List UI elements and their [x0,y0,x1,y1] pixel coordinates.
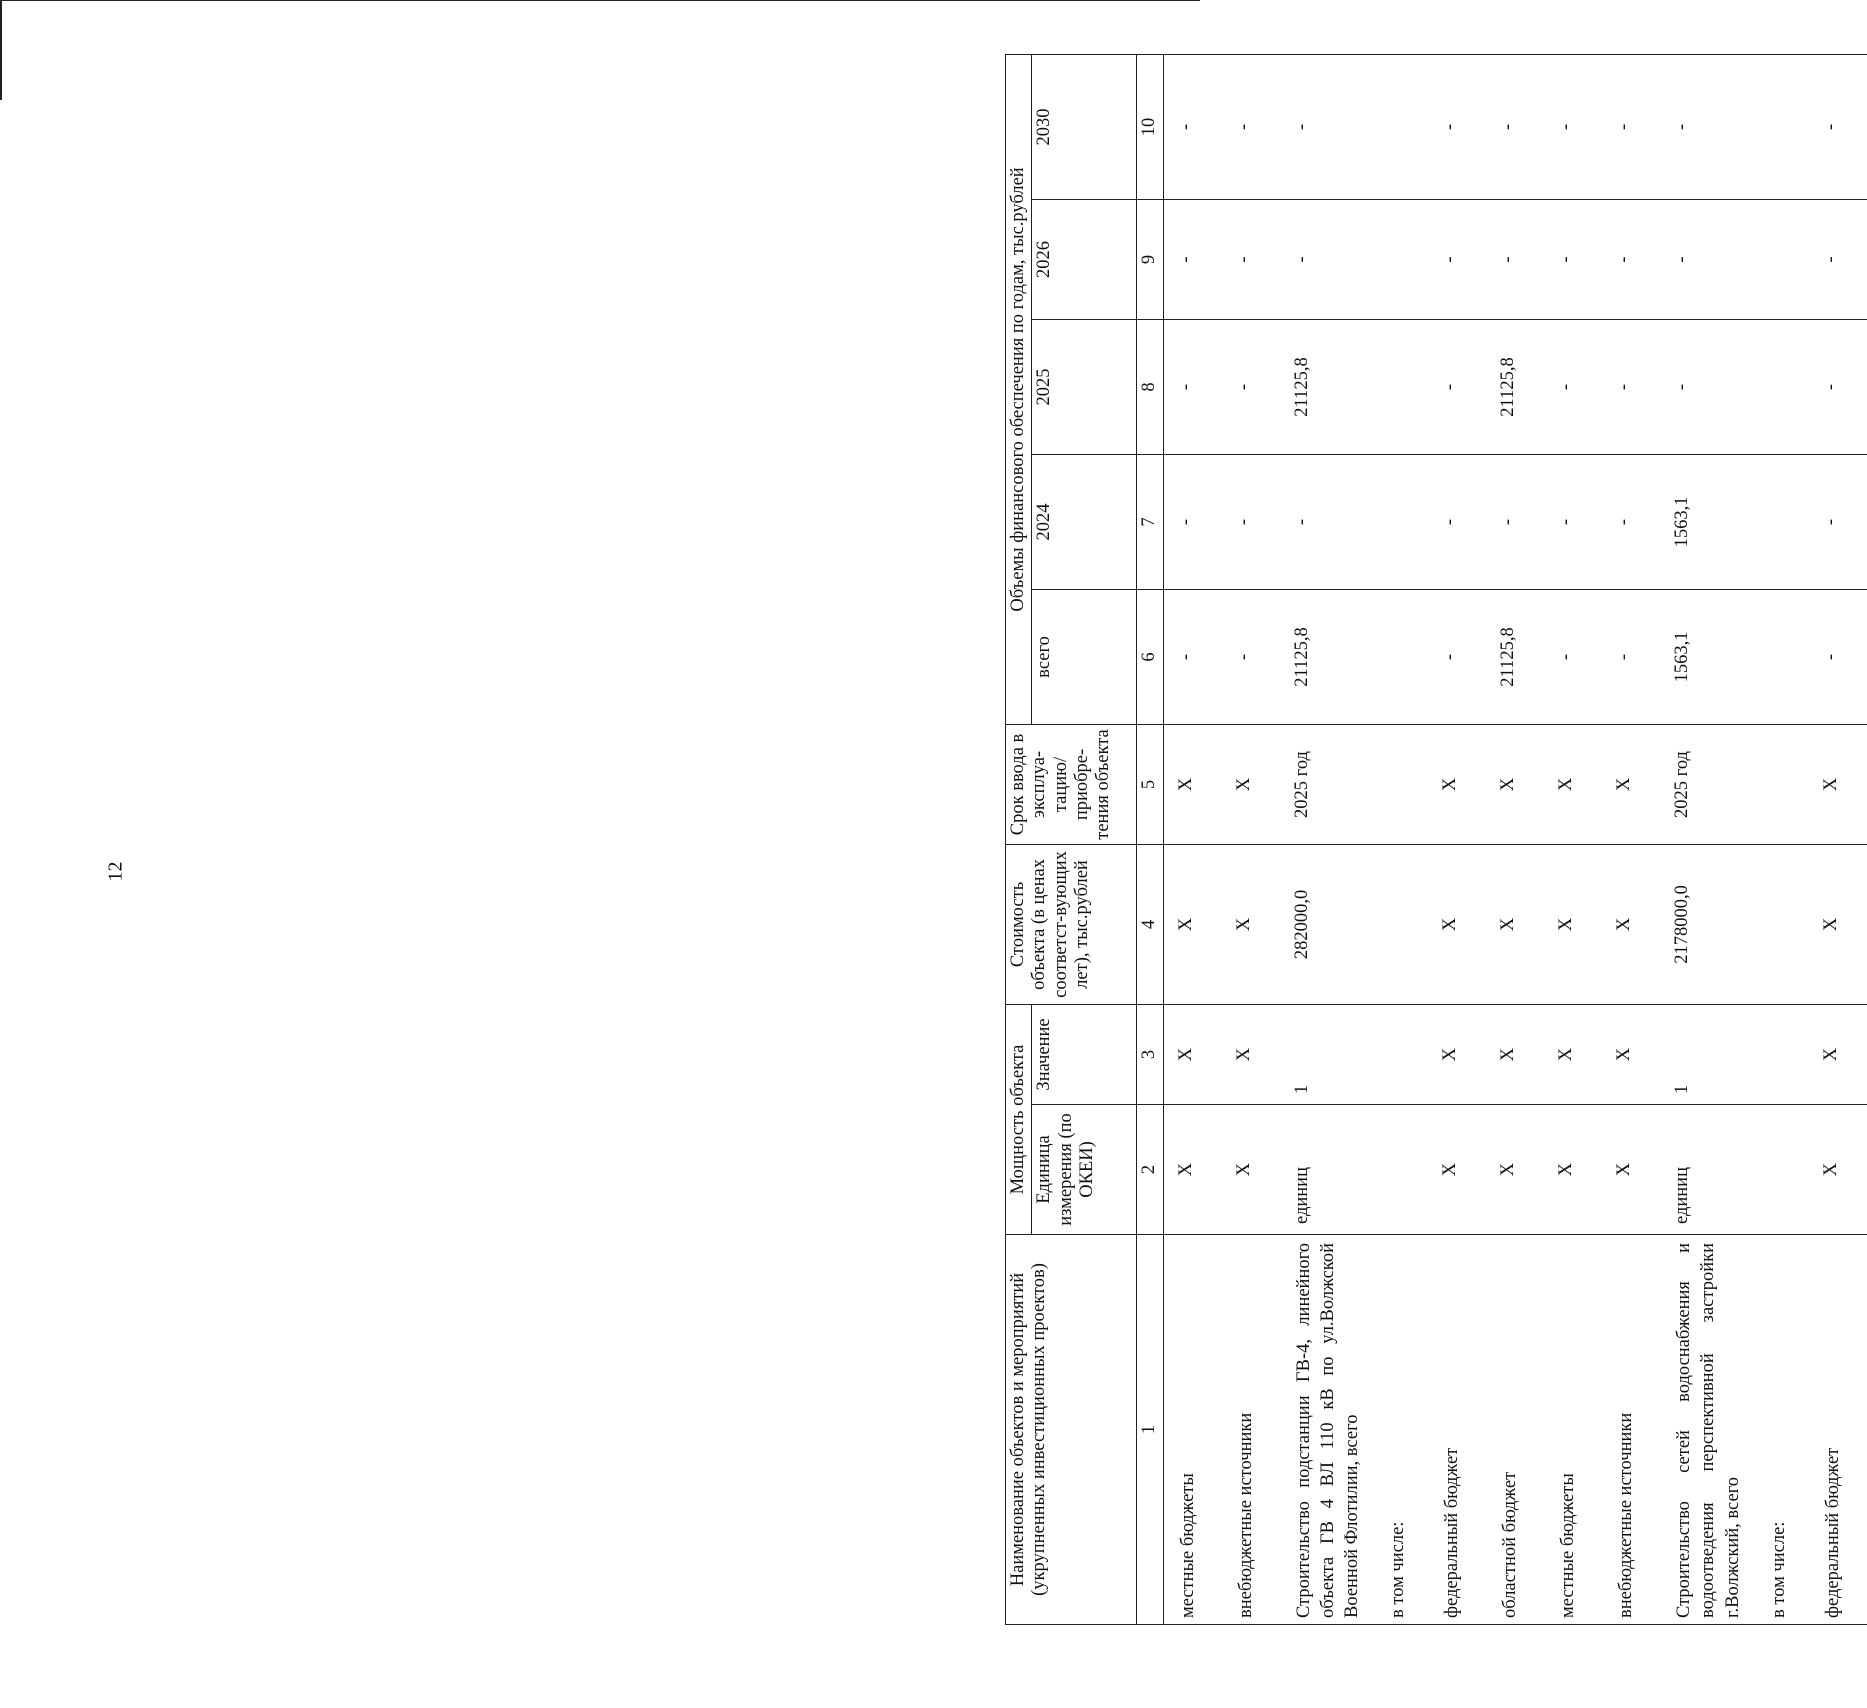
cell-2024: - [1428,454,1486,589]
cell-cost: Х [1486,844,1544,1004]
cell-2026: - [1809,199,1867,319]
cell-value: 1 [1280,1004,1374,1104]
header-capacity-value: Значение [1032,1004,1137,1104]
cell-2026: - [1660,199,1754,319]
rotated-table-container [1005,55,1845,1625]
cell-2025: - [1660,319,1754,454]
cell-cost: 282000,0 [1280,844,1374,1004]
page-edge-top [0,0,1200,1]
table-row [1755,54,1809,1624]
table-row [1374,54,1428,1624]
cell-term: Х [1486,724,1544,844]
cell-term: Х [1809,724,1867,844]
page-edge-left [0,0,2,100]
cell-2030: - [1544,54,1602,199]
cell-term: 2025 год [1280,724,1374,844]
cell-2030: - [1428,54,1486,199]
row-name: областной бюджет [1486,1235,1544,1625]
cell-total: - [1809,589,1867,724]
table-row [1222,54,1280,1624]
column-number: 7 [1137,454,1164,589]
cell-total: 21125,8 [1280,589,1374,724]
cell-term: Х [1602,724,1660,844]
empty-cell [1755,319,1809,454]
cell-2025: 21125,8 [1280,319,1374,454]
cell-2025: - [1809,319,1867,454]
column-number: 10 [1137,54,1164,199]
cell-2024: - [1544,454,1602,589]
row-name: в том числе: [1755,1235,1809,1625]
cell-cost: Х [1428,844,1486,1004]
row-name: внебюджетные источники [1222,1235,1280,1625]
table-row [1164,54,1223,1624]
row-name: федеральный бюджет [1428,1235,1486,1625]
cell-cost: 2178000,0 [1660,844,1754,1004]
empty-cell [1755,724,1809,844]
cell-2030: - [1164,54,1223,199]
cell-unit: Х [1428,1105,1486,1235]
cell-term: Х [1428,724,1486,844]
cell-total: - [1544,589,1602,724]
cell-value: Х [1164,1004,1223,1104]
row-name: местные бюджеты [1164,1235,1223,1625]
empty-cell [1374,589,1428,724]
cell-value: Х [1544,1004,1602,1104]
cell-cost: Х [1222,844,1280,1004]
empty-cell [1374,724,1428,844]
page-number: 12 [104,861,127,882]
cell-total: - [1222,589,1280,724]
row-name: Строительство подстанции ГВ-4, линейного объекта ГВ 4 ВЛ 110 кВ по ул.Волжской Военной Флотилии, всего [1280,1235,1374,1625]
table-row [1602,54,1660,1624]
header-total: всего [1032,589,1137,724]
header-capacity-unit: Единица измерения (по ОКЕИ) [1032,1105,1137,1235]
cell-2025: - [1222,319,1280,454]
cell-2026: - [1544,199,1602,319]
cell-term: Х [1544,724,1602,844]
table-row [1809,54,1867,1624]
cell-term: Х [1222,724,1280,844]
cell-cost: Х [1544,844,1602,1004]
empty-cell [1374,199,1428,319]
cell-total: 21125,8 [1486,589,1544,724]
header-year-2026: 2026 [1032,199,1137,319]
header-term: Срок ввода в эксплуа-тацию/ приобре-тения объекта [1006,724,1137,844]
table-row [1280,54,1374,1624]
empty-cell [1374,454,1428,589]
header-name: Наименование объектов и мероприятий (укрупненных инвестиционных проектов) [1006,1235,1137,1625]
cell-2026: - [1164,199,1223,319]
cell-2024: - [1602,454,1660,589]
cell-2025: - [1602,319,1660,454]
cell-2025: - [1428,319,1486,454]
cell-unit: единиц [1660,1105,1754,1235]
row-name: Строительство сетей водоснабжения и водоотведения перспективной застройки г.Волжский, всего [1660,1235,1754,1625]
table-row [1428,54,1486,1624]
row-name: местные бюджеты [1544,1235,1602,1625]
empty-cell [1374,319,1428,454]
header-funding: Объемы финансового обеспечения по годам, тыс.рублей [1006,54,1032,724]
cell-cost: Х [1602,844,1660,1004]
empty-cell [1755,1004,1809,1104]
empty-cell [1374,844,1428,1004]
cell-2026: - [1428,199,1486,319]
cell-cost: Х [1164,844,1223,1004]
cell-2025: - [1164,319,1223,454]
cell-total: - [1428,589,1486,724]
cell-value: Х [1809,1004,1867,1104]
empty-cell [1755,844,1809,1004]
cell-total: - [1164,589,1223,724]
table-row [1544,54,1602,1624]
cell-2024: 1563,1 [1660,454,1754,589]
row-name: федеральный бюджет [1809,1235,1867,1625]
cell-2024: - [1809,454,1867,589]
cell-cost: Х [1809,844,1867,1004]
cell-total: 1563,1 [1660,589,1754,724]
cell-unit: Х [1544,1105,1602,1235]
cell-2030: - [1809,54,1867,199]
empty-cell [1755,199,1809,319]
row-name: внебюджетные источники [1602,1235,1660,1625]
cell-2030: - [1222,54,1280,199]
header-year-2030: 2030 [1032,54,1137,199]
table-row [1660,54,1754,1624]
column-number: 3 [1137,1004,1164,1104]
cell-term: 2025 год [1660,724,1754,844]
empty-cell [1755,589,1809,724]
cell-2030: - [1486,54,1544,199]
header-capacity: Мощность объекта [1006,1004,1032,1234]
header-year-2025: 2025 [1032,319,1137,454]
header-year-2024: 2024 [1032,454,1137,589]
empty-cell [1755,1105,1809,1235]
column-number: 4 [1137,844,1164,1004]
cell-2030: - [1602,54,1660,199]
row-name: в том числе: [1374,1235,1428,1625]
cell-value: 1 [1660,1004,1754,1104]
cell-2026: - [1486,199,1544,319]
column-number: 6 [1137,589,1164,724]
empty-cell [1374,1004,1428,1104]
cell-2024: - [1222,454,1280,589]
cell-2030: - [1280,54,1374,199]
cell-2026: - [1280,199,1374,319]
cell-2026: - [1222,199,1280,319]
cell-unit: Х [1222,1105,1280,1235]
column-number: 9 [1137,199,1164,319]
empty-cell [1755,54,1809,199]
cell-unit: Х [1486,1105,1544,1235]
column-number-row [1137,54,1164,1624]
cell-value: Х [1486,1004,1544,1104]
cell-value: Х [1602,1004,1660,1104]
cell-2025: 21125,8 [1486,319,1544,454]
cell-unit: Х [1809,1105,1867,1235]
cell-unit: Х [1164,1105,1223,1235]
cell-value: Х [1428,1004,1486,1104]
column-number: 5 [1137,724,1164,844]
cell-2030: - [1660,54,1754,199]
column-number: 1 [1137,1235,1164,1625]
cell-unit: Х [1602,1105,1660,1235]
cell-total: - [1602,589,1660,724]
column-number: 2 [1137,1105,1164,1235]
table-row [1486,54,1544,1624]
cell-value: Х [1222,1004,1280,1104]
cell-unit: единиц [1280,1105,1374,1235]
cell-2026: - [1602,199,1660,319]
cell-2025: - [1544,319,1602,454]
empty-cell [1374,1105,1428,1235]
cell-2024: - [1486,454,1544,589]
column-number: 8 [1137,319,1164,454]
cell-term: Х [1164,724,1223,844]
empty-cell [1374,54,1428,199]
financing-table [1005,54,1867,1625]
header-cost: Стоимость объекта (в ценах соответст-вующих лет), тыс.рублей [1006,844,1137,1004]
cell-2024: - [1280,454,1374,589]
empty-cell [1755,454,1809,589]
cell-2024: - [1164,454,1223,589]
